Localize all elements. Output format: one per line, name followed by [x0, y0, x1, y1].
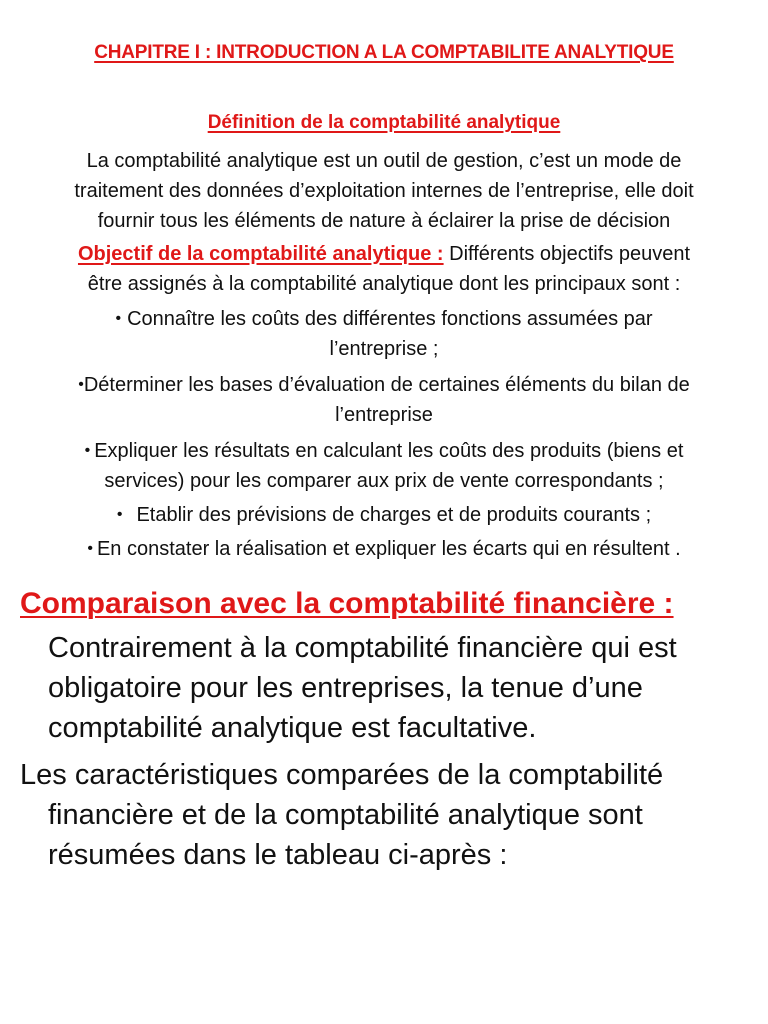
list-item-text: Connaître les coûts des différentes fonctions assumées par — [127, 308, 653, 330]
objective-line1-text: Différents objectifs peuvent — [443, 243, 691, 265]
list-item-text-continued: l’entreprise ; — [329, 338, 439, 360]
list-item — [10, 436, 758, 496]
list-item-text: Etablir des prévisions de charges et de produits courants ; — [136, 504, 652, 526]
bullet-icon: • — [78, 376, 84, 393]
definition-heading: Définition de la comptabilité analytique — [207, 112, 561, 133]
table-intro-line: Les caractéristiques comparées de la comptabilité — [20, 759, 664, 791]
comparison-text — [48, 628, 758, 748]
definition-line: fournir tous les éléments de nature à éclairer la prise de décision — [97, 210, 671, 232]
objectives-list — [10, 304, 758, 564]
definition-line: traitement des données d’exploitation internes de l’entreprise, elle doit — [74, 180, 694, 202]
list-item-text-continued: l’entreprise — [335, 404, 433, 426]
list-item — [10, 304, 758, 364]
list-item-text: Déterminer les bases d’évaluation de certaines éléments du bilan de — [83, 374, 690, 396]
comparison-heading: Comparaison avec la comptabilité financière : — [20, 587, 674, 620]
objective-line-2: être assignés à la comptabilité analytique dont les principaux sont : — [87, 273, 681, 295]
comparison-line: Contrairement à la comptabilité financière qui est — [48, 632, 677, 664]
comparison-line: obligatoire pour les entreprises, la tenue d’une — [48, 672, 643, 704]
comparison-line: comptabilité analytique est facultative. — [48, 712, 537, 744]
list-item — [10, 500, 758, 530]
objective-label: Objectif de la comptabilité analytique : — [77, 243, 444, 265]
bullet-icon: • — [87, 540, 93, 557]
list-item — [10, 534, 758, 564]
bullet-icon: • — [116, 506, 123, 523]
bullet-icon: • — [115, 310, 122, 327]
table-intro-line: financière et de la comptabilité analytique sont — [48, 799, 643, 831]
list-item-text: Expliquer les résultats en calculant les coûts des produits (biens et — [94, 440, 684, 462]
bullet-icon: • — [84, 442, 91, 459]
list-item-text-continued: services) pour les comparer aux prix de vente correspondants ; — [104, 470, 664, 492]
definition-text — [14, 146, 754, 236]
list-item-text: En constater la réalisation et expliquer les écarts qui en résultent . — [96, 538, 681, 560]
table-intro-line: résumées dans le tableau ci-après : — [48, 839, 508, 871]
objective-paragraph — [20, 239, 748, 299]
chapter-title: CHAPITRE I : INTRODUCTION A LA COMPTABILITE ANALYTIQUE — [94, 42, 674, 63]
table-intro-text — [20, 755, 758, 875]
definition-line: La comptabilité analytique est un outil de gestion, c’est un mode de — [86, 150, 682, 172]
objective-line-1 — [20, 239, 748, 269]
list-item — [10, 370, 758, 430]
